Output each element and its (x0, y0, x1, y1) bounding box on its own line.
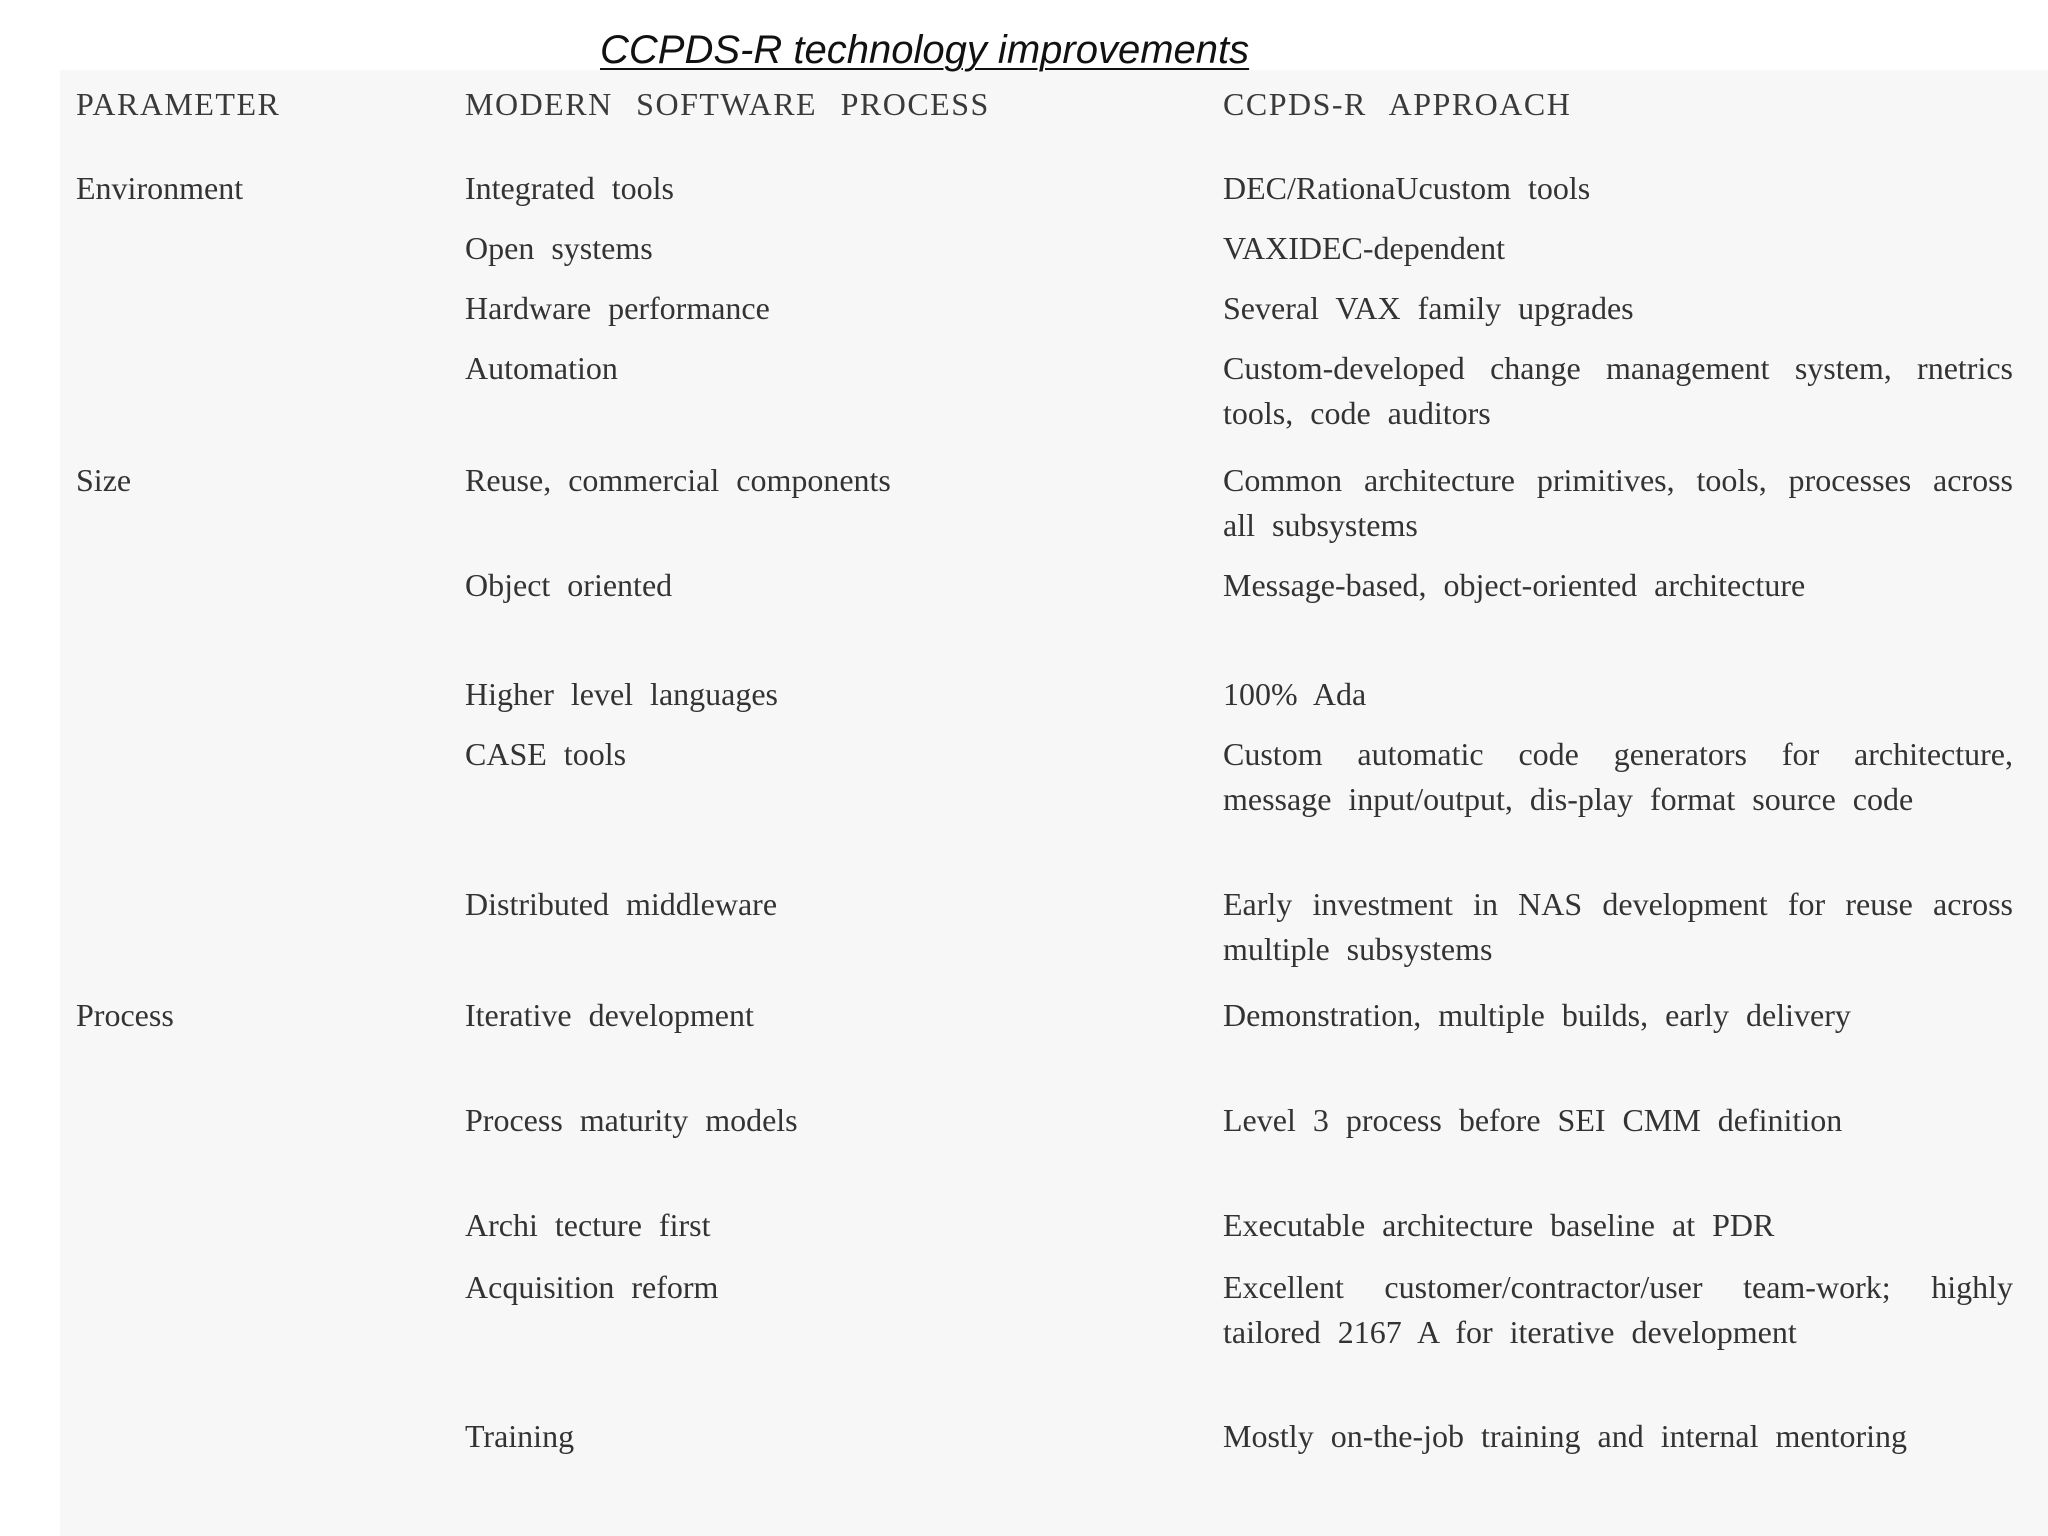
cell-ccpds: Custom automatic code generators for architecture, message input/output, dis-play format source code (1223, 736, 2013, 817)
cell-modern: Reuse, commercial components (465, 462, 891, 498)
cell-ccpds: Common architecture primitives, tools, processes across all subsystems (1223, 462, 2013, 543)
cell-modern: Iterative development (465, 997, 754, 1033)
cell-modern: Higher level languages (465, 676, 778, 712)
header-parameter: PARAMETER (76, 86, 281, 122)
cell-ccpds: VAXIDEC-dependent (1223, 230, 1506, 266)
cell-modern: Integrated tools (465, 170, 674, 206)
header-modern-software-process: MODERN SOFTWARE PROCESS (465, 86, 990, 122)
cell-ccpds: Early investment in NAS development for reuse across multiple subsystems (1223, 886, 2013, 967)
cell-ccpds: 100% Ada (1223, 676, 1367, 712)
cell-modern: Training (465, 1418, 575, 1454)
cell-modern: Acquisition reform (465, 1269, 719, 1305)
header-ccpds-r-approach: CCPDS-R APPROACH (1223, 86, 1572, 122)
cell-parameter: Size (76, 462, 132, 498)
cell-ccpds: Several VAX family upgrades (1223, 290, 1634, 326)
cell-ccpds: Excellent customer/contractor/user team-work; highly tailored 2167 A for iterative development (1223, 1269, 2013, 1350)
cell-modern: Automation (465, 350, 618, 386)
cell-ccpds: DEC/RationaUcustom tools (1223, 170, 1591, 206)
cell-modern: Hardware performance (465, 290, 770, 326)
cell-ccpds: Demonstration, multiple builds, early delivery (1223, 997, 1851, 1033)
cell-ccpds: Level 3 process before SEI CMM definition (1223, 1102, 1843, 1138)
cell-modern: Open systems (465, 230, 653, 266)
cell-modern: Object oriented (465, 567, 673, 603)
cell-parameter: Environment (76, 170, 244, 206)
cell-ccpds: Custom-developed change management system, rnetrics tools, code auditors (1223, 350, 2013, 431)
cell-modern: Distributed middleware (465, 886, 778, 922)
cell-modern: Process maturity models (465, 1102, 798, 1138)
cell-modern: Archi tecture first (465, 1207, 711, 1243)
cell-parameter: Process (76, 997, 174, 1033)
page-title: CCPDS-R technology improvements (600, 28, 1250, 72)
cell-ccpds: Executable architecture baseline at PDR (1223, 1207, 1775, 1243)
cell-ccpds: Message-based, object-oriented architecture (1223, 567, 1806, 603)
cell-ccpds: Mostly on-the-job training and internal mentoring (1223, 1418, 1907, 1454)
cell-modern: CASE tools (465, 736, 627, 772)
